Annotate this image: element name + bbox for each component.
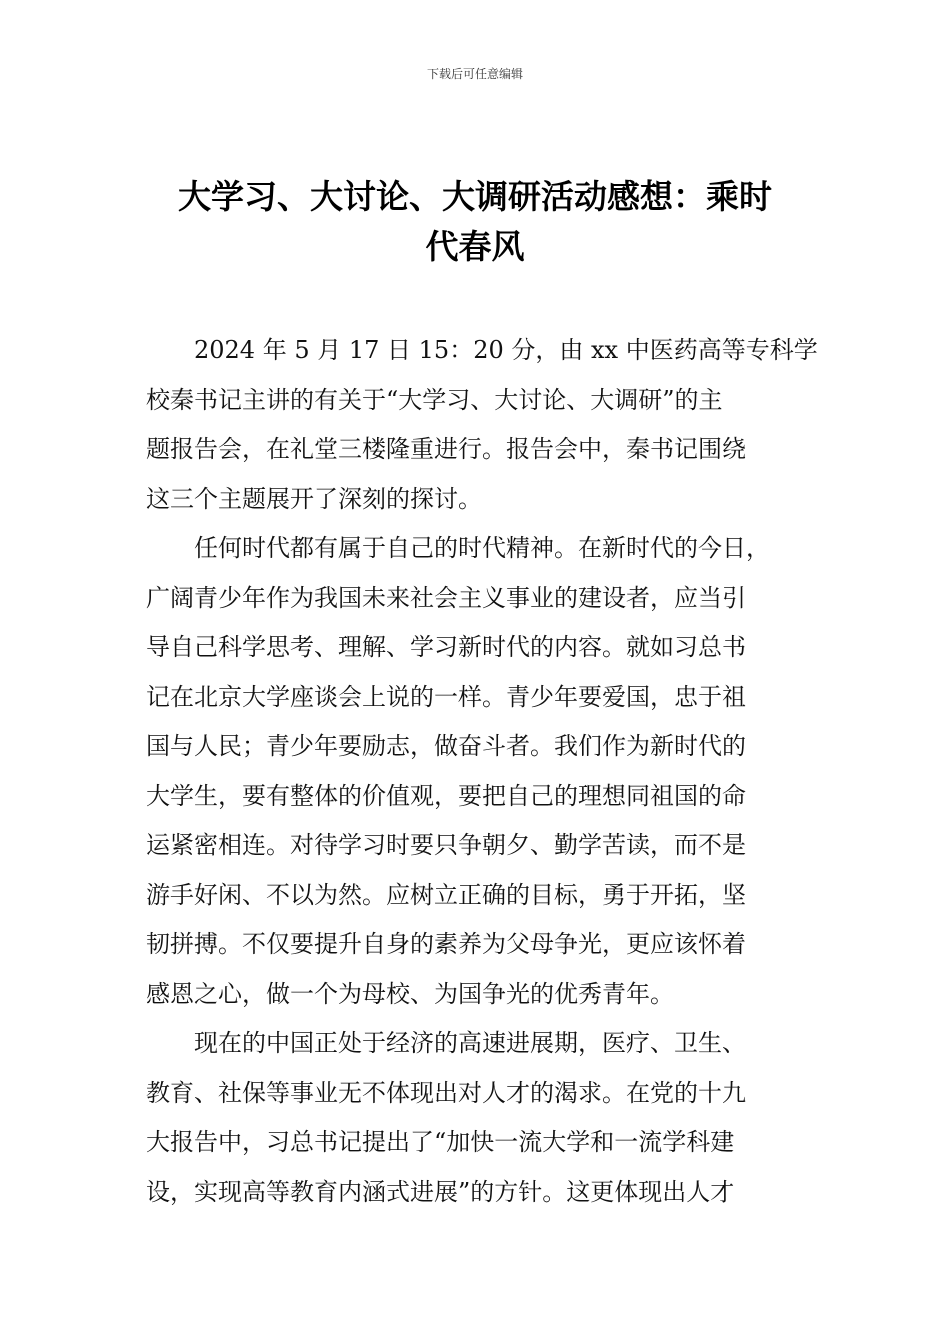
paragraph-line: 2024 年 5 月 17 日 15：20 分，由 xx 中医药高等专科学 [194,336,818,364]
paragraph-line: 运紧密相连。对待学习时要只争朝夕、勤学苦读，而不是 [146,831,746,859]
document-body [146,326,818,1217]
paragraph-line: 设，实现高等教育内涵式进展”的方针。这更体现出人才 [146,1177,735,1206]
paragraph-line: 记在北京大学座谈会上说的一样。青少年要爱国，忠于祖 [146,682,746,711]
paragraph-line: 国与人民；青少年要励志，做奋斗者。我们作为新时代的 [146,732,746,760]
paragraph-line: 大报告中，习总书记提出了“加快一流大学和一流学科建 [146,1128,735,1156]
paragraph-line: 韧拼搏。不仅要提升自身的素养为父母争光，更应该怀着 [146,930,746,958]
paragraph-line: 游手好闲、不以为然。应树立正确的目标，勇于开拓，坚 [146,880,746,909]
paragraph-line: 导自己科学思考、理解、学习新时代的内容。就如习总书 [146,633,746,661]
paragraph-line: 题报告会，在礼堂三楼隆重进行。报告会中，秦书记围绕 [146,435,746,463]
header-note: 下载后可任意编辑 [426,67,523,81]
paragraph [146,524,810,1019]
title-line: 大学习、大讨论、大调研活动感想：乘时 [178,177,772,216]
paragraph [146,1019,810,1217]
paragraph-line: 现在的中国正处于经济的高速进展期，医疗、卫生、 [194,1029,746,1057]
paragraph-line: 校秦书记主讲的有关于“大学习、大讨论、大调研”的主 [146,385,723,414]
paragraph-line: 感恩之心，做一个为母校、为国争光的优秀青年。 [146,979,674,1008]
paragraph-line: 大学生，要有整体的价值观，要把自己的理想同祖国的命 [146,781,746,810]
paragraph-line: 教育、社保等事业无不体现出对人才的渴求。在党的十九 [146,1078,746,1107]
document-title [150,172,800,272]
title-line: 代春风 [425,227,525,266]
paragraph-line: 任何时代都有属于自己的时代精神。在新时代的今日， [194,534,770,562]
paragraph-line: 广阔青少年作为我国未来社会主义事业的建设者，应当引 [146,583,746,612]
paragraph-line: 这三个主题展开了深刻的探讨。 [146,484,482,513]
paragraph [146,326,818,524]
